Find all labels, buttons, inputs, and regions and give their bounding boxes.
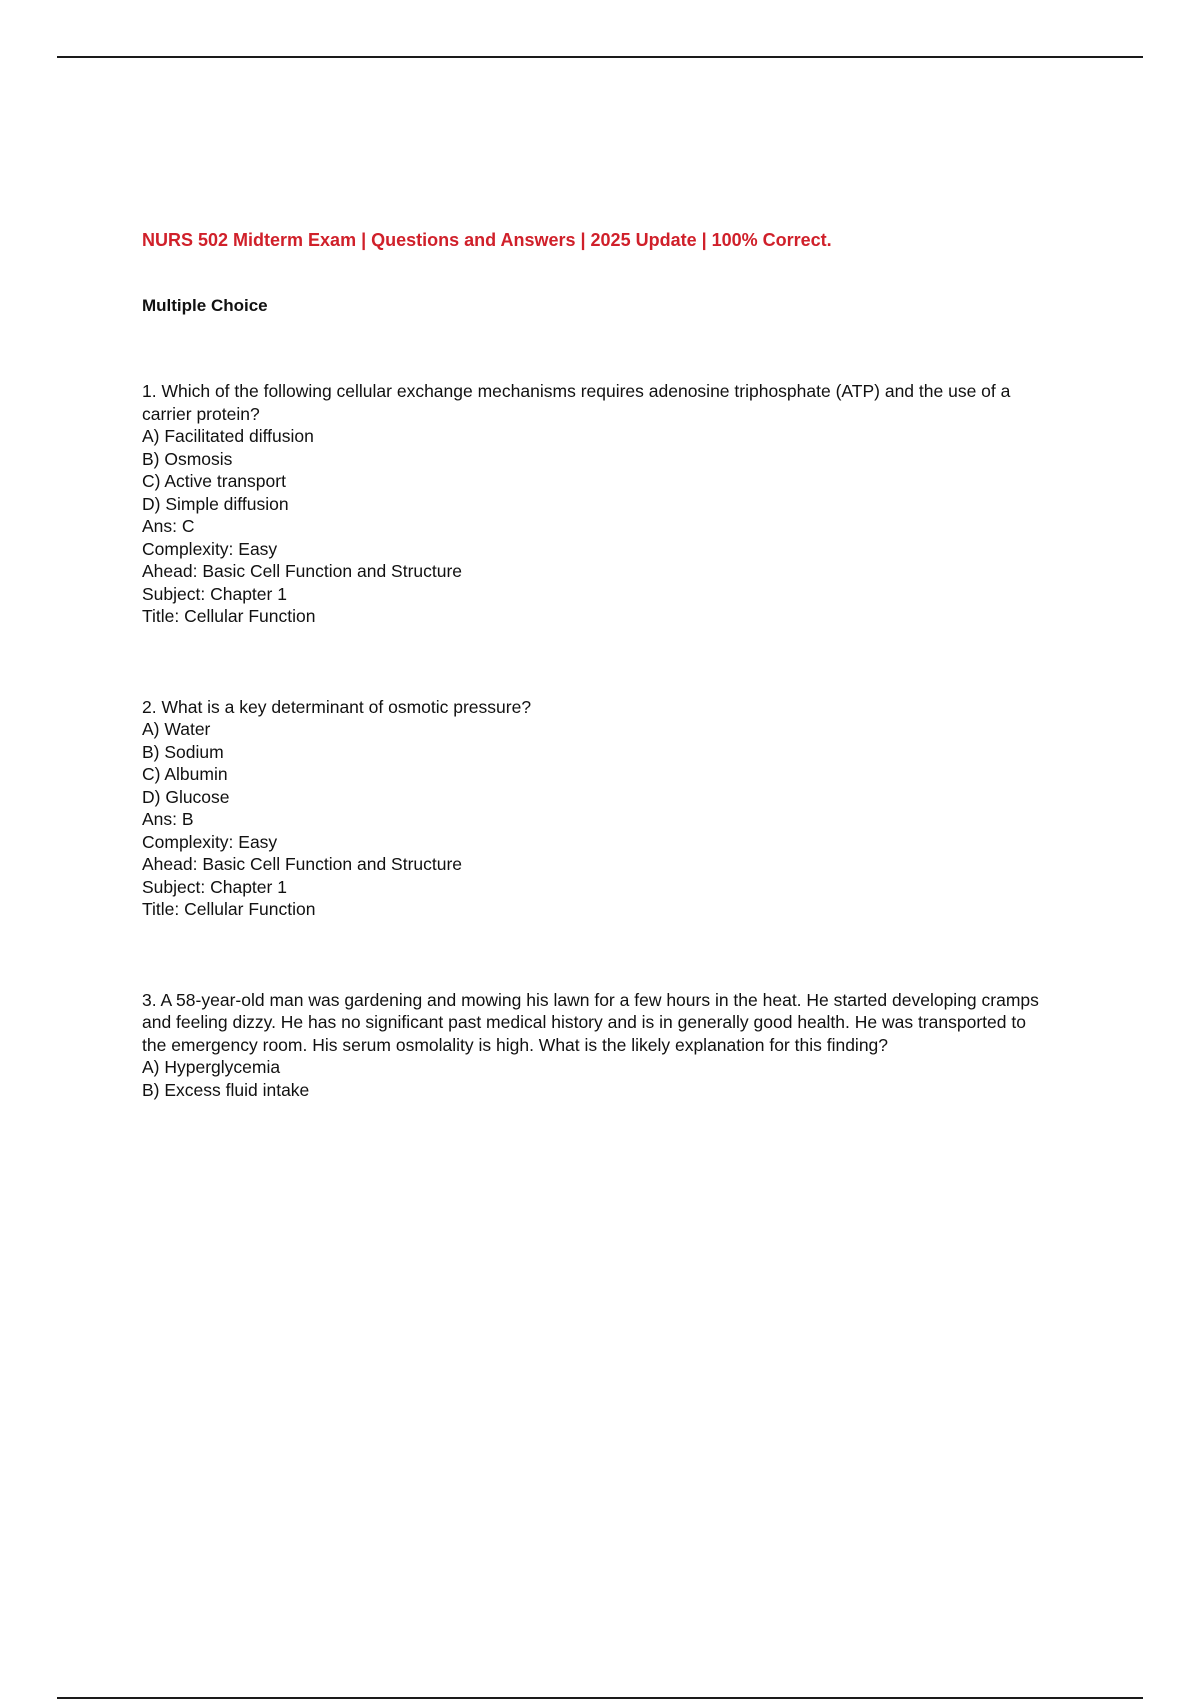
- complexity-label: Complexity: Easy: [142, 831, 278, 852]
- top-rule: [57, 56, 1143, 58]
- answer-option: D) Simple diffusion: [142, 493, 289, 514]
- answer-key: Ans: B: [142, 809, 194, 829]
- question-3: [142, 989, 1042, 1102]
- question-stem: 1. Which of the following cellular exchange mechanisms requires adenosine triphosphate (ATP) and the use of a carrier protein?: [142, 381, 1011, 424]
- ahead-label: Ahead: Basic Cell Function and Structure: [142, 561, 463, 581]
- subject-label: Subject: Chapter 1: [142, 876, 287, 897]
- bottom-rule: [57, 1697, 1143, 1699]
- answer-option: D) Glucose: [142, 786, 230, 807]
- answer-option: B) Osmosis: [142, 448, 233, 469]
- answer-option: C) Albumin: [142, 764, 228, 784]
- answer-option: B) Sodium: [142, 741, 224, 762]
- document-body: [142, 226, 1042, 1101]
- document-title: NURS 502 Midterm Exam | Questions and Answers | 2025 Update | 100% Correct.: [142, 230, 832, 250]
- question-2: [142, 696, 1042, 921]
- complexity-label: Complexity: Easy: [142, 538, 278, 559]
- answer-option: A) Hyperglycemia: [142, 1057, 281, 1077]
- answer-option: C) Active transport: [142, 471, 286, 491]
- question-1: [142, 380, 1042, 628]
- question-stem: 3. A 58-year-old man was gardening and mowing his lawn for a few hours in the heat. He started developing cramps and feeling dizzy. He has no significant past medical history and is in generally good health. He was transported to the emergency room. His serum osmolality is high. What is the likely explanation for this finding?: [142, 989, 1039, 1055]
- topic-title-label: Title: Cellular Function: [142, 899, 316, 919]
- ahead-label: Ahead: Basic Cell Function and Structure: [142, 854, 463, 874]
- subject-label: Subject: Chapter 1: [142, 583, 287, 604]
- question-stem: 2. What is a key determinant of osmotic pressure?: [142, 696, 532, 717]
- answer-option: B) Excess fluid intake: [142, 1079, 310, 1100]
- answer-key: Ans: C: [142, 516, 195, 536]
- answer-option: A) Facilitated diffusion: [142, 426, 314, 446]
- section-heading: Multiple Choice: [142, 296, 268, 315]
- answer-option: A) Water: [142, 719, 211, 739]
- topic-title-label: Title: Cellular Function: [142, 606, 316, 626]
